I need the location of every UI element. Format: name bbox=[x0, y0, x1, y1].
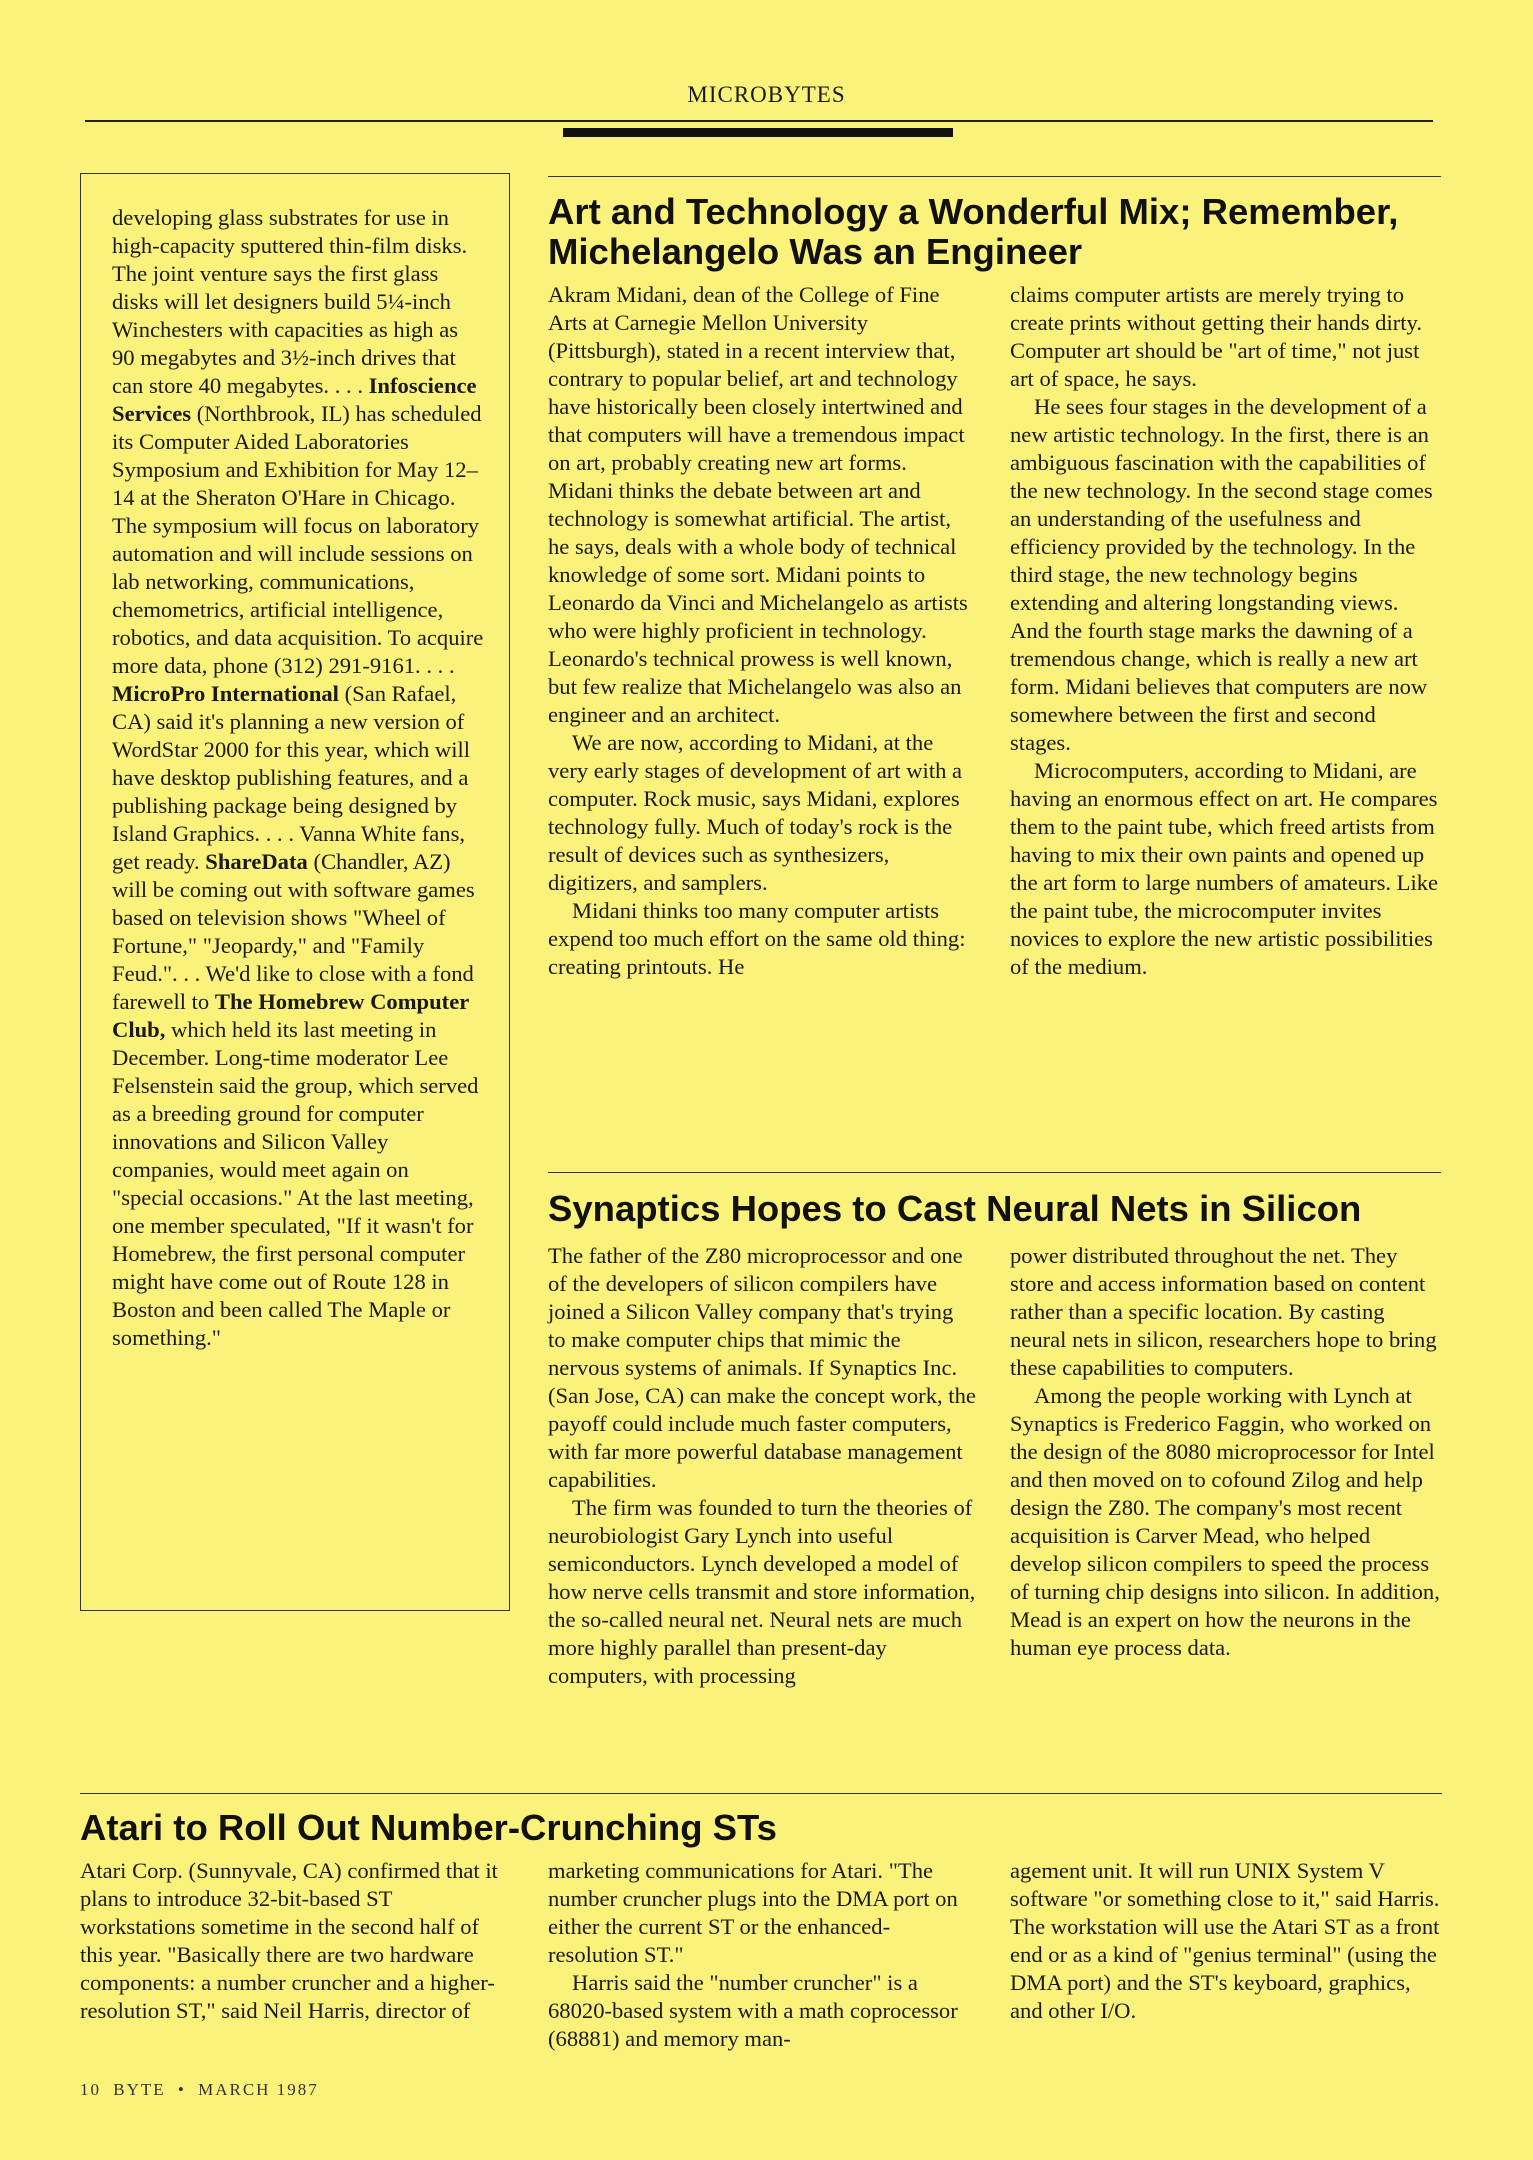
header-rule bbox=[85, 120, 1433, 122]
article-rule bbox=[80, 1793, 1442, 1794]
article-column bbox=[80, 1857, 510, 2025]
footer-separator: • bbox=[177, 2080, 186, 2099]
sidebar-company: ShareData bbox=[205, 849, 308, 874]
section-label: MICROBYTES bbox=[687, 82, 846, 107]
article-paragraph: power distributed throughout the net. They store and access information based on content rather than a specific location. By casting neural nets in silicon, researchers hope to bring these capabilities to computers. bbox=[1010, 1243, 1437, 1380]
sidebar-text: (Chandler, AZ) will be coming out with software games based on television shows "Wheel of Fortune," "Jeopardy," and "Family Feud.". . . We'd like to close with a fond farewell to bbox=[112, 849, 475, 1014]
article-paragraph: The father of the Z80 microprocessor and one of the developers of silicon compilers have joined a Silicon Valley company that's trying to make computer chips that mimic the nervous systems of animals. If Synaptics Inc. (San Jose, CA) can make the concept work, the payoff could include much faster computers, with far more powerful database management capabilities. bbox=[548, 1243, 976, 1492]
header-bar bbox=[563, 128, 953, 137]
sidebar-text: (Northbrook, IL) has scheduled its Computer Aided Laboratories Symposium and Exhibition for May 12–14 at the Sheraton O'Hare in Chicago. The symposium will focus on laboratory automation and will include sessions on lab networking, communications, chemometrics, artificial intelligence, robotics, and data acquisition. To acquire more data, phone (312) 291-9161. . . . bbox=[112, 401, 484, 678]
article-paragraph: The firm was founded to turn the theories of neurobiologist Gary Lynch into useful semiconductors. Lynch developed a model of how nerve cells transmit and store information, the so-called neural net. Neural nets are much more highly parallel than present-day computers, with processing bbox=[548, 1495, 976, 1688]
article-paragraph: agement unit. It will run UNIX System V software "or something close to it," said Harris. The workstation will use the Atari ST as a front end or as a kind of "genius terminal" (using the DMA port) and the ST's keyboard, graphics, and other I/O. bbox=[1010, 1858, 1440, 2023]
article-paragraph: Microcomputers, according to Midani, are having an enormous effect on art. He compares them to the paint tube, which freed artists from having to mix their own paints and opened up the art form to large numbers of amateurs. Like the paint tube, the microcomputer invites novices to explore the new artistic possibilities of the medium. bbox=[1010, 758, 1439, 979]
article-column bbox=[1010, 281, 1440, 981]
publication-name: BYTE bbox=[113, 2080, 166, 2099]
sidebar-column bbox=[112, 204, 484, 1352]
article-headline: Synaptics Hopes to Cast Neural Nets in Silicon bbox=[548, 1188, 1362, 1229]
sidebar-text: developing glass substrates for use in high-capacity sputtered thin-film disks. The joint venture says the first glass disks will let designers build 5¼-inch Winchesters with capacities as high as 90 megabytes and 3½-inch drives that can store 40 megabytes. . . . bbox=[112, 205, 468, 398]
article-paragraph: Harris said the "number cruncher" is a 68020-based system with a math coprocessor (68881) and memory man- bbox=[548, 1970, 958, 2051]
sidebar-company: MicroPro International bbox=[112, 681, 339, 706]
article-headline: Atari to Roll Out Number-Crunching STs bbox=[80, 1807, 777, 1848]
article-paragraph: Midani thinks too many computer artists expend too much effort on the same old thing: creating printouts. He bbox=[548, 898, 966, 979]
article-paragraph: We are now, according to Midani, at the very early stages of development of art with a computer. Rock music, says Midani, explores technology fully. Much of today's rock is the result of devices such as synthesizers, digitizers, and samplers. bbox=[548, 730, 963, 895]
article-headline: Art and Technology a Wonderful Mix; Remember, Michelangelo Was an Engineer bbox=[548, 191, 1399, 272]
article-paragraph: Among the people working with Lynch at Synaptics is Frederico Faggin, who worked on the design of the 8080 microprocessor for Intel and then moved on to cofound Zilog and help design the Z80. The company's most recent acquisition is Carver Mead, who helped develop silicon compilers to speed the process of turning chip designs into silicon. In addition, Mead is an expert on how the neurons in the human eye process data. bbox=[1010, 1383, 1440, 1660]
article-column bbox=[548, 281, 976, 981]
article-column bbox=[1010, 1857, 1440, 2025]
article-column bbox=[548, 1242, 976, 1690]
article-rule bbox=[548, 176, 1441, 177]
sidebar-text: (San Rafael, CA) said it's planning a new version of WordStar 2000 for this year, which will have desktop publishing features, and a publishing package being designed by Island Graphics. . . . Vanna White fans, get ready. bbox=[112, 681, 471, 874]
sidebar-paragraph bbox=[112, 204, 484, 1352]
sidebar-company: Infoscience Services bbox=[112, 373, 477, 426]
article-paragraph: Akram Midani, dean of the College of Fine Arts at Carnegie Mellon University (Pittsburgh), stated in a recent interview that, contrary to popular belief, art and technology have historically been closely intertwined and that computers will have a tremendous impact on art, probably creating new art forms. Midani thinks the debate between art and technology is somewhat artificial. The artist, he says, deals with a whole body of technical knowledge of some sort. Midani points to Leonardo da Vinci and Michelangelo as artists who were highly proficient in technology. Leonardo's technical prowess is well known, but few realize that Michelangelo was also an engineer and an architect. bbox=[548, 282, 968, 727]
sidebar-text: which held its last meeting in December. Long-time moderator Lee Felsenstein said the group, which served as a breeding ground for computer innovations and Silicon Valley companies, would meet again on "special occasions." At the last meeting, one member speculated, "If it wasn't for Homebrew, the first personal computer might have come out of Route 128 in Boston and been called The Maple or something." bbox=[112, 1017, 479, 1350]
article-paragraph: Atari Corp. (Sunnyvale, CA) confirmed that it plans to introduce 32-bit-based ST workstations sometime in the second half of this year. "Basically there are two hardware components: a number cruncher and a higher-resolution ST," said Neil Harris, director of bbox=[80, 1858, 498, 2023]
sidebar-company: The Homebrew Computer Club, bbox=[112, 989, 469, 1042]
issue-date: MARCH 1987 bbox=[198, 2080, 319, 2099]
page-footer bbox=[80, 2080, 325, 2100]
article-paragraph: marketing communications for Atari. "The number cruncher plugs into the DMA port on either the current ST or the enhanced-resolution ST." bbox=[548, 1858, 958, 1967]
article-rule bbox=[548, 1172, 1441, 1173]
article-column bbox=[1010, 1242, 1440, 1662]
article-paragraph: claims computer artists are merely trying to create prints without getting their hands dirty. Computer art should be "art of time," not just art of space, he says. bbox=[1010, 282, 1423, 391]
article-column bbox=[548, 1857, 976, 2053]
page-number: 10 bbox=[80, 2080, 101, 2099]
article-paragraph: He sees four stages in the development of a new artistic technology. In the first, there is an ambiguous fascination with the capabilities of the new technology. In the second stage comes an understanding of the usefulness and efficiency provided by the technology. In the third stage, the new technology begins extending and altering longstanding views. And the fourth stage marks the dawning of a tremendous change, which is really a new art form. Midani believes that computers are now somewhere between the first and second stages. bbox=[1010, 394, 1433, 755]
